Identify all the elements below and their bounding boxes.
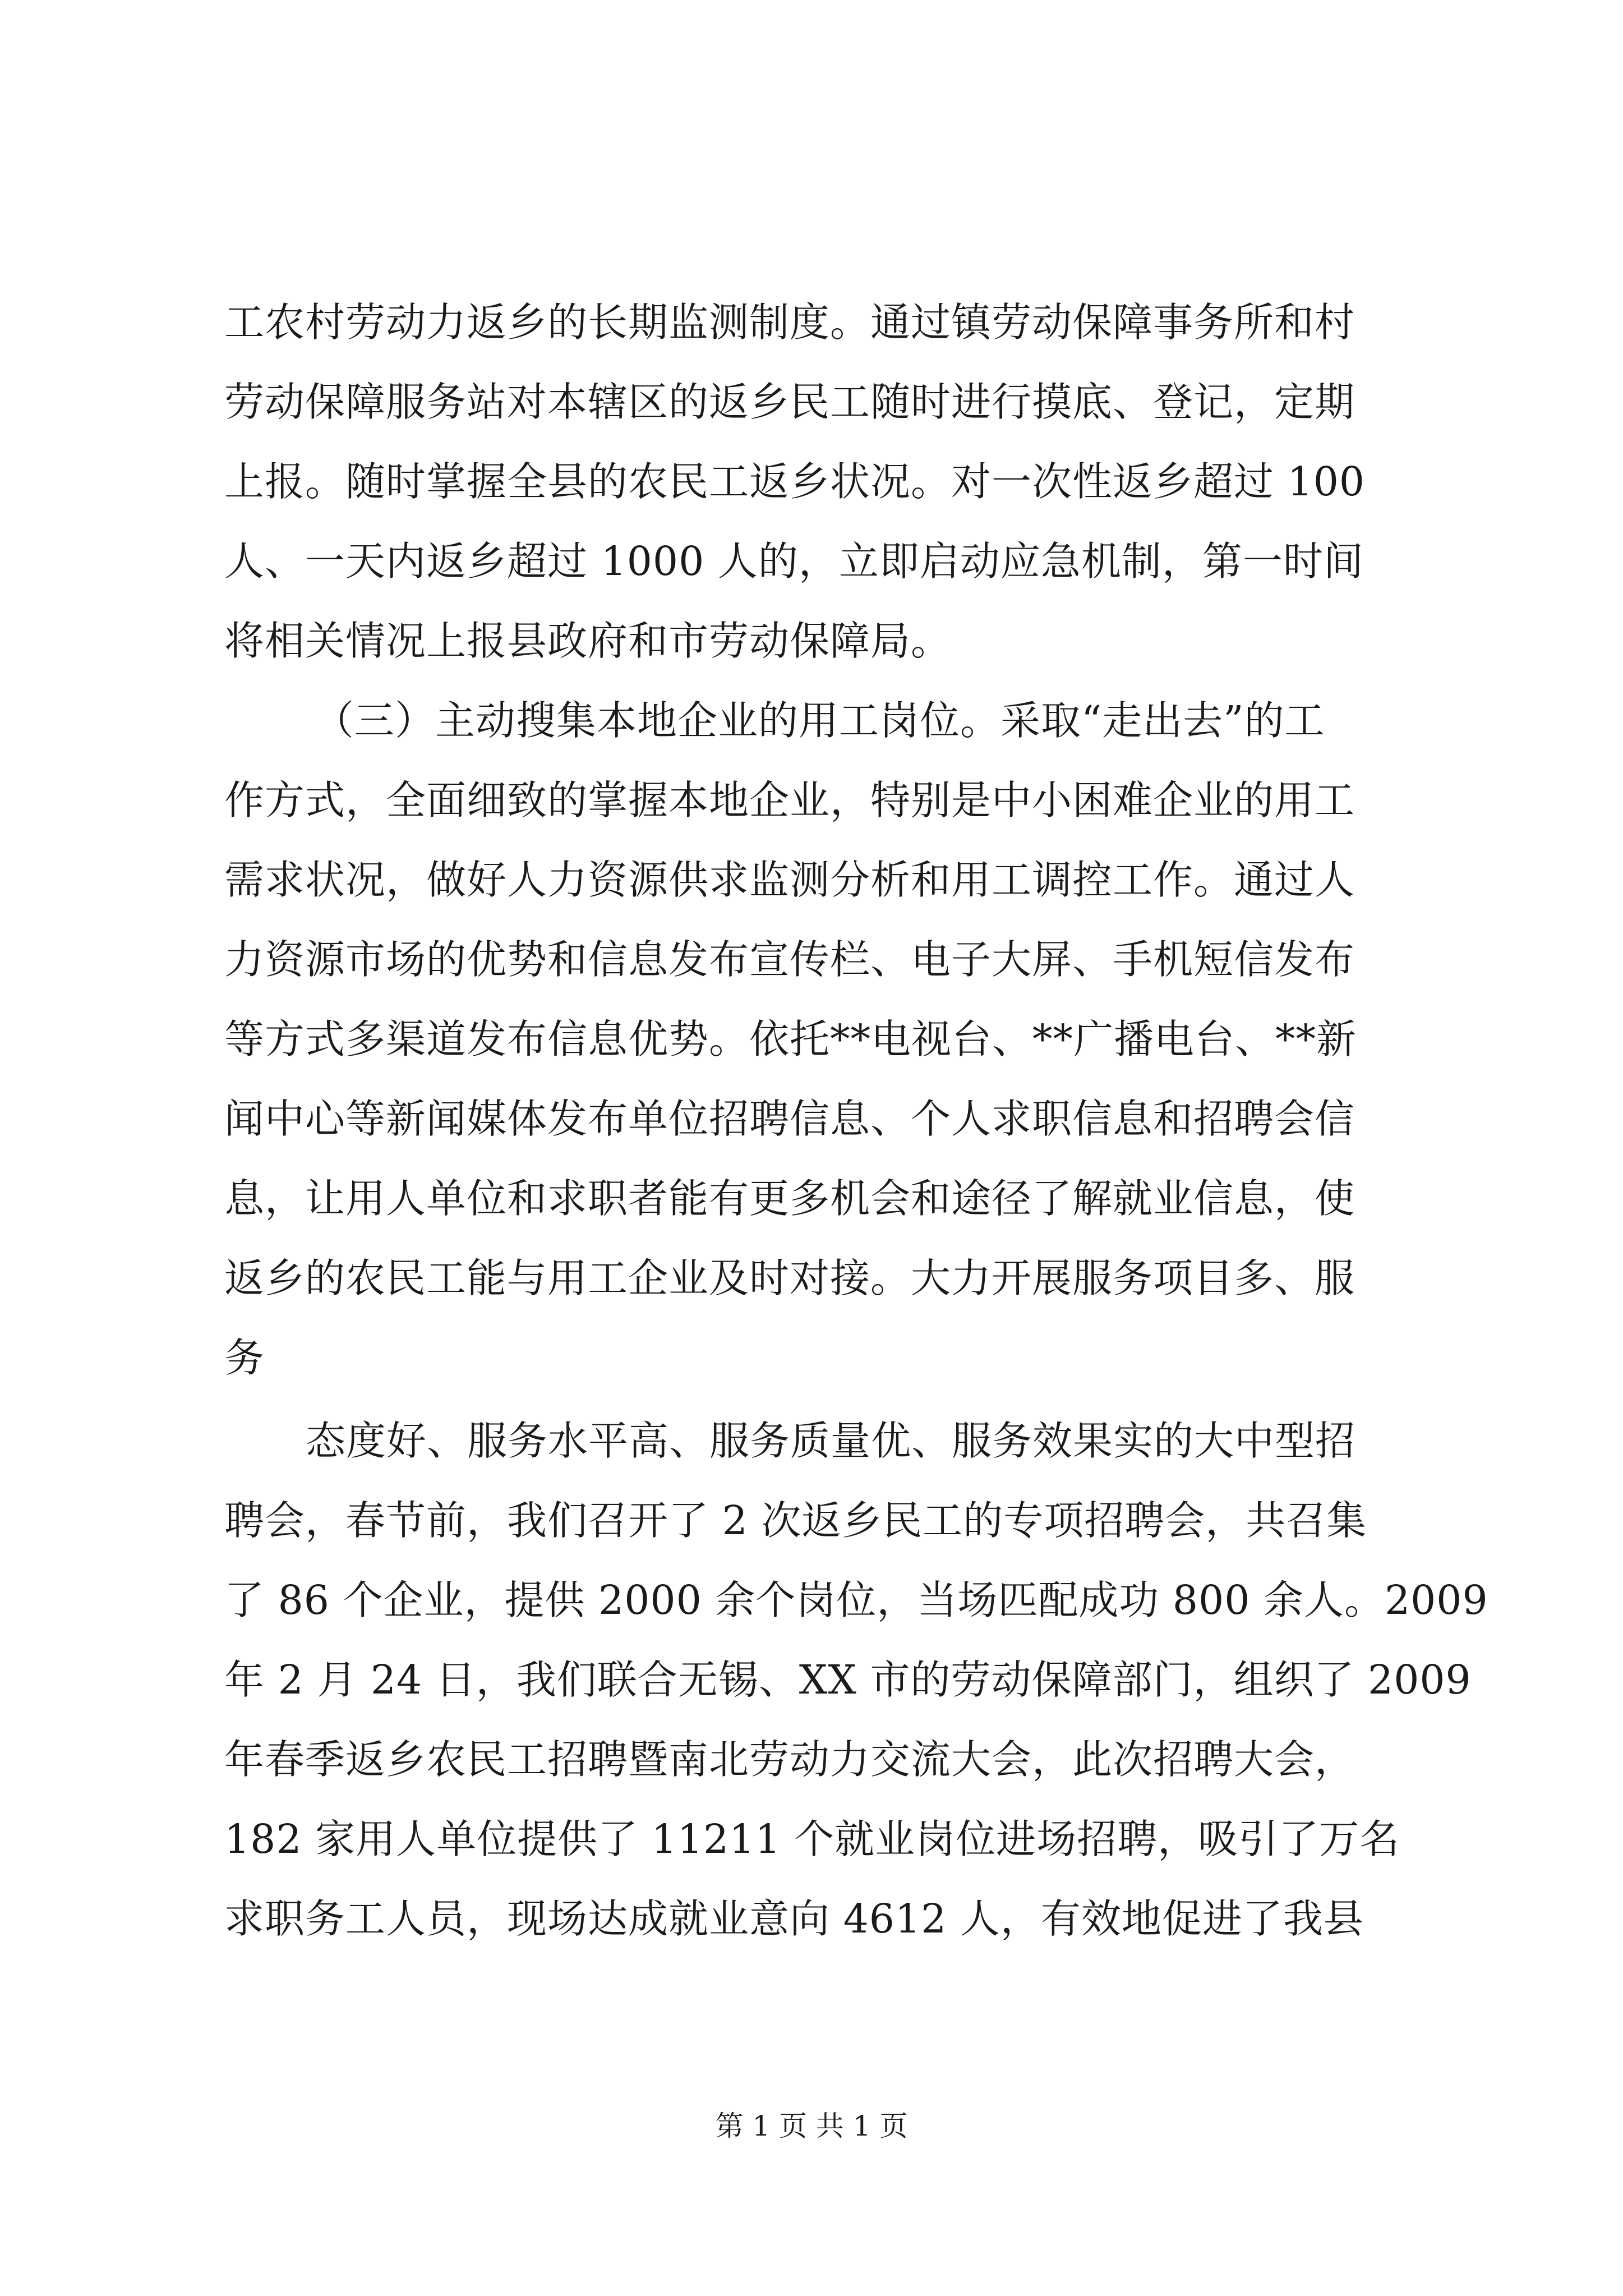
- text-line: 年 2 月 24 日，我们联合无锡、XX 市的劳动保障部门，组织了 2009: [224, 1657, 1472, 1703]
- text-line: 将相关情况上报县政府和市劳动保障局。: [224, 618, 952, 664]
- text-line: 返乡的农民工能与用工企业及时对接。大力开展服务项目多、服: [224, 1255, 1355, 1301]
- text-line: 作方式，全面细致的掌握本地企业，特别是中小困难企业的用工: [224, 777, 1355, 823]
- text-line: 闻中心等新闻媒体发布单位招聘信息、个人求职信息和招聘会信: [224, 1096, 1355, 1142]
- text-line: 求职务工人员，现场达成就业意向 4612 人，有效地促进了我县: [224, 1895, 1364, 1942]
- text-line: 劳动保障服务站对本辖区的返乡民工随时进行摸底、登记，定期: [224, 379, 1355, 425]
- text-line: 年春季返乡农民工招聘暨南北劳动力交流大会，此次招聘大会，: [224, 1736, 1355, 1783]
- text-line: 务: [224, 1335, 265, 1381]
- text-line: 力资源市场的优势和信息发布宣传栏、电子大屏、手机短信发布: [224, 936, 1355, 983]
- text-line: 182 家用人单位提供了 11211 个就业岗位进场招聘，吸引了万名: [224, 1816, 1400, 1862]
- text-line: 人、一天内返乡超过 1000 人的，立即启动应急机制，第一时间: [224, 538, 1364, 585]
- text-line: 等方式多渠道发布信息优势。依托**电视台、**广播电台、**新: [224, 1016, 1357, 1062]
- text-line: 息，让用人单位和求职者能有更多机会和途径了解就业信息，使: [224, 1175, 1355, 1222]
- text-line: 上报。随时掌握全县的农民工返乡状况。对一次性返乡超过 100: [224, 458, 1366, 505]
- paragraph-first-line: 态度好、服务水平高、服务质量优、服务效果实的大中型招: [306, 1418, 1356, 1464]
- text-line: 聘会，春节前，我们召开了 2 次返乡民工的专项招聘会，共召集: [224, 1497, 1367, 1544]
- section-heading-line: （三）主动搜集本地企业的用工岗位。采取“走出去”的工: [314, 697, 1325, 744]
- text-line: 工农村劳动力返乡的长期监测制度。通过镇劳动保障事务所和村: [224, 299, 1355, 346]
- text-line: 需求状况，做好人力资源供求监测分析和用工调控工作。通过人: [224, 857, 1355, 903]
- text-line: 了 86 个企业，提供 2000 余个岗位，当场匹配成功 800 余人。2009: [224, 1577, 1488, 1623]
- page-number-footer: 第 1 页 共 1 页: [715, 2110, 908, 2142]
